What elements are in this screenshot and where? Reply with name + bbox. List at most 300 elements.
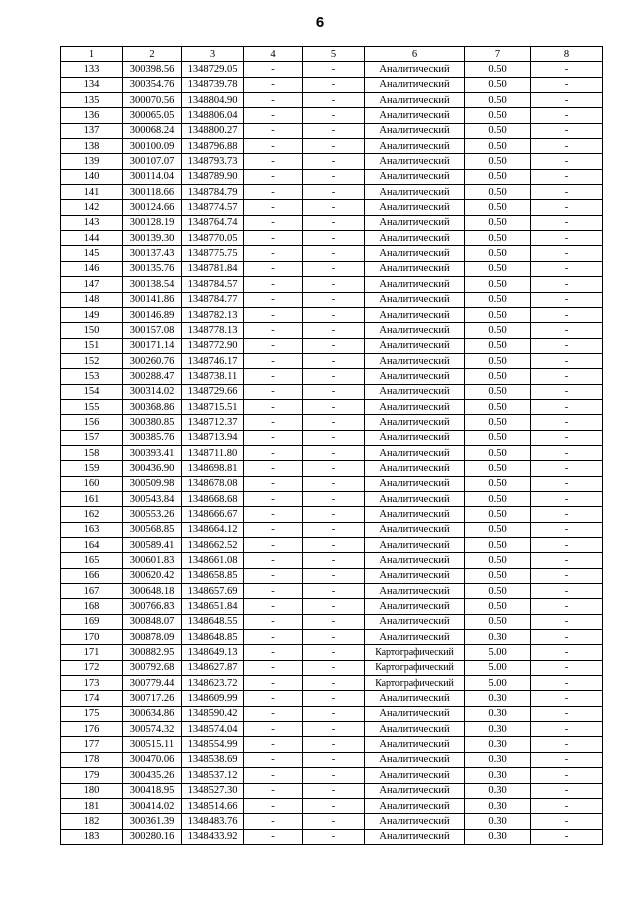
cell-method: Аналитический <box>365 399 465 414</box>
cell-method: Картографический <box>365 676 465 691</box>
cell-x-coordinate: 300779.44 <box>123 676 182 691</box>
table-row <box>61 829 603 844</box>
table-row <box>61 200 603 215</box>
cell-col-8-value: - <box>531 829 603 844</box>
cell-x-coordinate: 300515.11 <box>123 737 182 752</box>
cell-x-coordinate: 300128.19 <box>123 215 182 230</box>
cell-accuracy: 0.50 <box>465 384 531 399</box>
table-row <box>61 706 603 721</box>
cell-x-coordinate: 300107.07 <box>123 154 182 169</box>
cell-col-5-value: - <box>303 277 365 292</box>
cell-y-coordinate: 1348651.84 <box>182 599 244 614</box>
cell-x-coordinate: 300436.90 <box>123 461 182 476</box>
cell-method: Аналитический <box>365 491 465 506</box>
cell-method: Аналитический <box>365 476 465 491</box>
cell-x-coordinate: 300100.09 <box>123 139 182 154</box>
cell-accuracy: 0.50 <box>465 169 531 184</box>
cell-col-5-value: - <box>303 660 365 675</box>
cell-col-5-value: - <box>303 415 365 430</box>
cell-col-5-value: - <box>303 323 365 338</box>
table-row <box>61 369 603 384</box>
cell-y-coordinate: 1348806.04 <box>182 108 244 123</box>
cell-point-number: 183 <box>61 829 123 844</box>
cell-y-coordinate: 1348778.13 <box>182 323 244 338</box>
cell-col-8-value: - <box>531 169 603 184</box>
cell-y-coordinate: 1348623.72 <box>182 676 244 691</box>
cell-point-number: 167 <box>61 584 123 599</box>
cell-accuracy: 0.50 <box>465 215 531 230</box>
cell-col-5-value: - <box>303 353 365 368</box>
table-row <box>61 123 603 138</box>
cell-method: Аналитический <box>365 722 465 737</box>
cell-col-5-value: - <box>303 768 365 783</box>
cell-point-number: 168 <box>61 599 123 614</box>
cell-x-coordinate: 300553.26 <box>123 507 182 522</box>
cell-point-number: 154 <box>61 384 123 399</box>
cell-method: Аналитический <box>365 353 465 368</box>
table-row <box>61 491 603 506</box>
cell-col-4-value: - <box>244 461 303 476</box>
cell-method: Картографический <box>365 645 465 660</box>
cell-x-coordinate: 300574.32 <box>123 722 182 737</box>
cell-accuracy: 0.50 <box>465 261 531 276</box>
cell-point-number: 153 <box>61 369 123 384</box>
cell-y-coordinate: 1348433.92 <box>182 829 244 844</box>
cell-col-4-value: - <box>244 722 303 737</box>
cell-col-5-value: - <box>303 814 365 829</box>
cell-x-coordinate: 300361.39 <box>123 814 182 829</box>
cell-col-4-value: - <box>244 814 303 829</box>
cell-point-number: 138 <box>61 139 123 154</box>
cell-method: Аналитический <box>365 768 465 783</box>
cell-x-coordinate: 300435.26 <box>123 768 182 783</box>
table-row <box>61 108 603 123</box>
cell-point-number: 163 <box>61 522 123 537</box>
cell-method: Аналитический <box>365 522 465 537</box>
cell-point-number: 155 <box>61 399 123 414</box>
cell-method: Аналитический <box>365 231 465 246</box>
page-number: 6 <box>315 14 325 31</box>
cell-col-8-value: - <box>531 215 603 230</box>
cell-accuracy: 0.50 <box>465 369 531 384</box>
cell-method: Аналитический <box>365 630 465 645</box>
cell-col-4-value: - <box>244 691 303 706</box>
cell-point-number: 136 <box>61 108 123 123</box>
cell-accuracy: 0.50 <box>465 538 531 553</box>
cell-point-number: 151 <box>61 338 123 353</box>
cell-point-number: 134 <box>61 77 123 92</box>
cell-x-coordinate: 300620.42 <box>123 568 182 583</box>
cell-col-8-value: - <box>531 200 603 215</box>
table-row <box>61 169 603 184</box>
cell-y-coordinate: 1348804.90 <box>182 93 244 108</box>
cell-col-5-value: - <box>303 522 365 537</box>
table-row <box>61 277 603 292</box>
cell-col-5-value: - <box>303 752 365 767</box>
cell-point-number: 147 <box>61 277 123 292</box>
cell-x-coordinate: 300280.16 <box>123 829 182 844</box>
table-row <box>61 553 603 568</box>
cell-point-number: 176 <box>61 722 123 737</box>
cell-y-coordinate: 1348782.13 <box>182 307 244 322</box>
cell-col-5-value: - <box>303 584 365 599</box>
cell-col-5-value: - <box>303 261 365 276</box>
cell-accuracy: 0.30 <box>465 691 531 706</box>
cell-accuracy: 0.50 <box>465 139 531 154</box>
cell-y-coordinate: 1348648.85 <box>182 630 244 645</box>
cell-col-4-value: - <box>244 154 303 169</box>
cell-accuracy: 0.50 <box>465 338 531 353</box>
cell-accuracy: 0.50 <box>465 292 531 307</box>
cell-method: Картографический <box>365 660 465 675</box>
cell-x-coordinate: 300509.98 <box>123 476 182 491</box>
cell-col-4-value: - <box>244 584 303 599</box>
cell-method: Аналитический <box>365 139 465 154</box>
cell-x-coordinate: 300398.56 <box>123 62 182 77</box>
cell-col-5-value: - <box>303 706 365 721</box>
cell-point-number: 146 <box>61 261 123 276</box>
cell-method: Аналитический <box>365 261 465 276</box>
cell-col-8-value: - <box>531 706 603 721</box>
cell-x-coordinate: 300792.68 <box>123 660 182 675</box>
cell-y-coordinate: 1348784.77 <box>182 292 244 307</box>
cell-col-4-value: - <box>244 476 303 491</box>
cell-method: Аналитический <box>365 415 465 430</box>
cell-col-4-value: - <box>244 599 303 614</box>
cell-point-number: 162 <box>61 507 123 522</box>
cell-point-number: 156 <box>61 415 123 430</box>
table-row <box>61 630 603 645</box>
table-row <box>61 645 603 660</box>
cell-method: Аналитический <box>365 507 465 522</box>
table-row <box>61 139 603 154</box>
cell-col-5-value: - <box>303 246 365 261</box>
table-row <box>61 568 603 583</box>
cell-col-4-value: - <box>244 338 303 353</box>
cell-col-8-value: - <box>531 123 603 138</box>
table-row <box>61 660 603 675</box>
cell-col-4-value: - <box>244 169 303 184</box>
table-row <box>61 246 603 261</box>
cell-method: Аналитический <box>365 599 465 614</box>
cell-method: Аналитический <box>365 752 465 767</box>
cell-col-5-value: - <box>303 599 365 614</box>
cell-accuracy: 0.50 <box>465 277 531 292</box>
cell-y-coordinate: 1348729.66 <box>182 384 244 399</box>
cell-accuracy: 0.50 <box>465 584 531 599</box>
cell-method: Аналитический <box>365 445 465 460</box>
cell-y-coordinate: 1348796.88 <box>182 139 244 154</box>
cell-method: Аналитический <box>365 691 465 706</box>
cell-col-5-value: - <box>303 676 365 691</box>
cell-method: Аналитический <box>365 154 465 169</box>
cell-method: Аналитический <box>365 307 465 322</box>
cell-method: Аналитический <box>365 93 465 108</box>
cell-point-number: 135 <box>61 93 123 108</box>
cell-accuracy: 0.50 <box>465 476 531 491</box>
cell-point-number: 157 <box>61 430 123 445</box>
cell-method: Аналитический <box>365 292 465 307</box>
cell-accuracy: 0.50 <box>465 185 531 200</box>
cell-y-coordinate: 1348554.99 <box>182 737 244 752</box>
table-row <box>61 814 603 829</box>
table-row <box>61 522 603 537</box>
cell-col-5-value: - <box>303 553 365 568</box>
cell-col-8-value: - <box>531 292 603 307</box>
cell-point-number: 137 <box>61 123 123 138</box>
cell-y-coordinate: 1348764.74 <box>182 215 244 230</box>
table-row <box>61 476 603 491</box>
cell-method: Аналитический <box>365 123 465 138</box>
cell-col-5-value: - <box>303 169 365 184</box>
cell-col-4-value: - <box>244 783 303 798</box>
cell-col-4-value: - <box>244 538 303 553</box>
cell-method: Аналитический <box>365 584 465 599</box>
cell-y-coordinate: 1348666.67 <box>182 507 244 522</box>
cell-method: Аналитический <box>365 737 465 752</box>
cell-col-5-value: - <box>303 614 365 629</box>
cell-col-8-value: - <box>531 77 603 92</box>
table-row <box>61 752 603 767</box>
table-row <box>61 798 603 813</box>
table-row <box>61 62 603 77</box>
cell-col-4-value: - <box>244 231 303 246</box>
table-row <box>61 584 603 599</box>
cell-y-coordinate: 1348715.51 <box>182 399 244 414</box>
cell-point-number: 177 <box>61 737 123 752</box>
cell-point-number: 165 <box>61 553 123 568</box>
cell-col-5-value: - <box>303 154 365 169</box>
cell-method: Аналитический <box>365 384 465 399</box>
cell-accuracy: 0.50 <box>465 507 531 522</box>
cell-point-number: 133 <box>61 62 123 77</box>
table-row <box>61 323 603 338</box>
cell-col-5-value: - <box>303 369 365 384</box>
cell-point-number: 180 <box>61 783 123 798</box>
cell-col-4-value: - <box>244 630 303 645</box>
cell-point-number: 150 <box>61 323 123 338</box>
cell-col-5-value: - <box>303 292 365 307</box>
cell-y-coordinate: 1348774.57 <box>182 200 244 215</box>
column-header-4: 4 <box>244 47 303 62</box>
cell-accuracy: 0.50 <box>465 491 531 506</box>
cell-x-coordinate: 300648.18 <box>123 584 182 599</box>
cell-accuracy: 0.50 <box>465 430 531 445</box>
cell-y-coordinate: 1348483.76 <box>182 814 244 829</box>
cell-point-number: 182 <box>61 814 123 829</box>
cell-accuracy: 0.50 <box>465 553 531 568</box>
cell-col-4-value: - <box>244 185 303 200</box>
table-row <box>61 77 603 92</box>
table-row <box>61 461 603 476</box>
cell-x-coordinate: 300766.83 <box>123 599 182 614</box>
cell-col-8-value: - <box>531 538 603 553</box>
cell-point-number: 148 <box>61 292 123 307</box>
cell-x-coordinate: 300114.04 <box>123 169 182 184</box>
cell-col-8-value: - <box>531 277 603 292</box>
cell-accuracy: 0.50 <box>465 445 531 460</box>
cell-col-8-value: - <box>531 369 603 384</box>
cell-col-8-value: - <box>531 737 603 752</box>
cell-point-number: 164 <box>61 538 123 553</box>
cell-x-coordinate: 300260.76 <box>123 353 182 368</box>
cell-col-5-value: - <box>303 338 365 353</box>
cell-col-5-value: - <box>303 108 365 123</box>
cell-col-5-value: - <box>303 507 365 522</box>
cell-col-5-value: - <box>303 231 365 246</box>
cell-accuracy: 0.50 <box>465 200 531 215</box>
cell-y-coordinate: 1348711.80 <box>182 445 244 460</box>
cell-y-coordinate: 1348739.78 <box>182 77 244 92</box>
cell-point-number: 145 <box>61 246 123 261</box>
cell-col-5-value: - <box>303 461 365 476</box>
cell-col-4-value: - <box>244 660 303 675</box>
cell-col-8-value: - <box>531 568 603 583</box>
cell-y-coordinate: 1348781.84 <box>182 261 244 276</box>
cell-x-coordinate: 300070.56 <box>123 93 182 108</box>
cell-accuracy: 0.50 <box>465 522 531 537</box>
cell-x-coordinate: 300634.86 <box>123 706 182 721</box>
cell-method: Аналитический <box>365 706 465 721</box>
cell-col-4-value: - <box>244 246 303 261</box>
table-row <box>61 507 603 522</box>
cell-col-4-value: - <box>244 369 303 384</box>
cell-x-coordinate: 300146.89 <box>123 307 182 322</box>
table-row <box>61 231 603 246</box>
cell-y-coordinate: 1348609.99 <box>182 691 244 706</box>
cell-accuracy: 0.50 <box>465 399 531 414</box>
cell-x-coordinate: 300314.02 <box>123 384 182 399</box>
cell-col-8-value: - <box>531 722 603 737</box>
cell-col-4-value: - <box>244 507 303 522</box>
table-row <box>61 261 603 276</box>
table-body <box>61 62 603 845</box>
cell-col-8-value: - <box>531 185 603 200</box>
cell-accuracy: 0.50 <box>465 307 531 322</box>
cell-col-8-value: - <box>531 553 603 568</box>
cell-point-number: 152 <box>61 353 123 368</box>
cell-x-coordinate: 300568.85 <box>123 522 182 537</box>
cell-y-coordinate: 1348668.68 <box>182 491 244 506</box>
column-header-7: 7 <box>465 47 531 62</box>
cell-y-coordinate: 1348729.05 <box>182 62 244 77</box>
cell-accuracy: 5.00 <box>465 645 531 660</box>
cell-x-coordinate: 300171.14 <box>123 338 182 353</box>
cell-col-8-value: - <box>531 676 603 691</box>
cell-col-4-value: - <box>244 277 303 292</box>
cell-col-4-value: - <box>244 553 303 568</box>
cell-y-coordinate: 1348713.94 <box>182 430 244 445</box>
cell-col-5-value: - <box>303 430 365 445</box>
cell-y-coordinate: 1348784.79 <box>182 185 244 200</box>
coordinates-table <box>60 46 603 845</box>
cell-col-4-value: - <box>244 292 303 307</box>
cell-x-coordinate: 300418.95 <box>123 783 182 798</box>
cell-col-5-value: - <box>303 491 365 506</box>
cell-col-5-value: - <box>303 783 365 798</box>
cell-accuracy: 0.30 <box>465 798 531 813</box>
cell-col-4-value: - <box>244 491 303 506</box>
cell-point-number: 143 <box>61 215 123 230</box>
cell-method: Аналитический <box>365 246 465 261</box>
cell-col-8-value: - <box>531 798 603 813</box>
cell-col-8-value: - <box>531 445 603 460</box>
cell-y-coordinate: 1348775.75 <box>182 246 244 261</box>
cell-col-4-value: - <box>244 77 303 92</box>
cell-y-coordinate: 1348657.69 <box>182 584 244 599</box>
cell-col-8-value: - <box>531 108 603 123</box>
cell-col-4-value: - <box>244 200 303 215</box>
cell-col-8-value: - <box>531 62 603 77</box>
cell-y-coordinate: 1348661.08 <box>182 553 244 568</box>
table-row <box>61 307 603 322</box>
cell-point-number: 161 <box>61 491 123 506</box>
cell-col-4-value: - <box>244 261 303 276</box>
cell-method: Аналитический <box>365 614 465 629</box>
table-row <box>61 415 603 430</box>
cell-method: Аналитический <box>365 814 465 829</box>
cell-x-coordinate: 300065.05 <box>123 108 182 123</box>
cell-y-coordinate: 1348698.81 <box>182 461 244 476</box>
cell-accuracy: 0.30 <box>465 768 531 783</box>
cell-method: Аналитический <box>365 200 465 215</box>
cell-method: Аналитический <box>365 62 465 77</box>
cell-col-4-value: - <box>244 645 303 660</box>
cell-col-8-value: - <box>531 768 603 783</box>
cell-col-4-value: - <box>244 399 303 414</box>
cell-col-4-value: - <box>244 323 303 338</box>
cell-col-5-value: - <box>303 139 365 154</box>
cell-col-8-value: - <box>531 614 603 629</box>
cell-col-8-value: - <box>531 783 603 798</box>
cell-accuracy: 5.00 <box>465 660 531 675</box>
cell-point-number: 172 <box>61 660 123 675</box>
cell-col-4-value: - <box>244 307 303 322</box>
cell-accuracy: 0.50 <box>465 108 531 123</box>
cell-col-8-value: - <box>531 353 603 368</box>
cell-accuracy: 0.30 <box>465 783 531 798</box>
cell-y-coordinate: 1348662.52 <box>182 538 244 553</box>
cell-col-5-value: - <box>303 62 365 77</box>
table-row <box>61 445 603 460</box>
cell-accuracy: 0.50 <box>465 77 531 92</box>
cell-accuracy: 0.50 <box>465 323 531 338</box>
cell-col-8-value: - <box>531 246 603 261</box>
cell-point-number: 179 <box>61 768 123 783</box>
table-row <box>61 722 603 737</box>
cell-method: Аналитический <box>365 169 465 184</box>
cell-col-8-value: - <box>531 645 603 660</box>
cell-col-8-value: - <box>531 522 603 537</box>
cell-method: Аналитический <box>365 323 465 338</box>
cell-accuracy: 0.30 <box>465 814 531 829</box>
cell-col-8-value: - <box>531 660 603 675</box>
cell-accuracy: 0.50 <box>465 154 531 169</box>
cell-x-coordinate: 300878.09 <box>123 630 182 645</box>
cell-col-8-value: - <box>531 814 603 829</box>
cell-y-coordinate: 1348627.87 <box>182 660 244 675</box>
cell-method: Аналитический <box>365 798 465 813</box>
cell-col-5-value: - <box>303 538 365 553</box>
cell-col-4-value: - <box>244 706 303 721</box>
table-row <box>61 399 603 414</box>
table-row <box>61 691 603 706</box>
cell-point-number: 139 <box>61 154 123 169</box>
cell-accuracy: 0.50 <box>465 614 531 629</box>
cell-y-coordinate: 1348784.57 <box>182 277 244 292</box>
cell-accuracy: 0.50 <box>465 123 531 138</box>
cell-point-number: 159 <box>61 461 123 476</box>
